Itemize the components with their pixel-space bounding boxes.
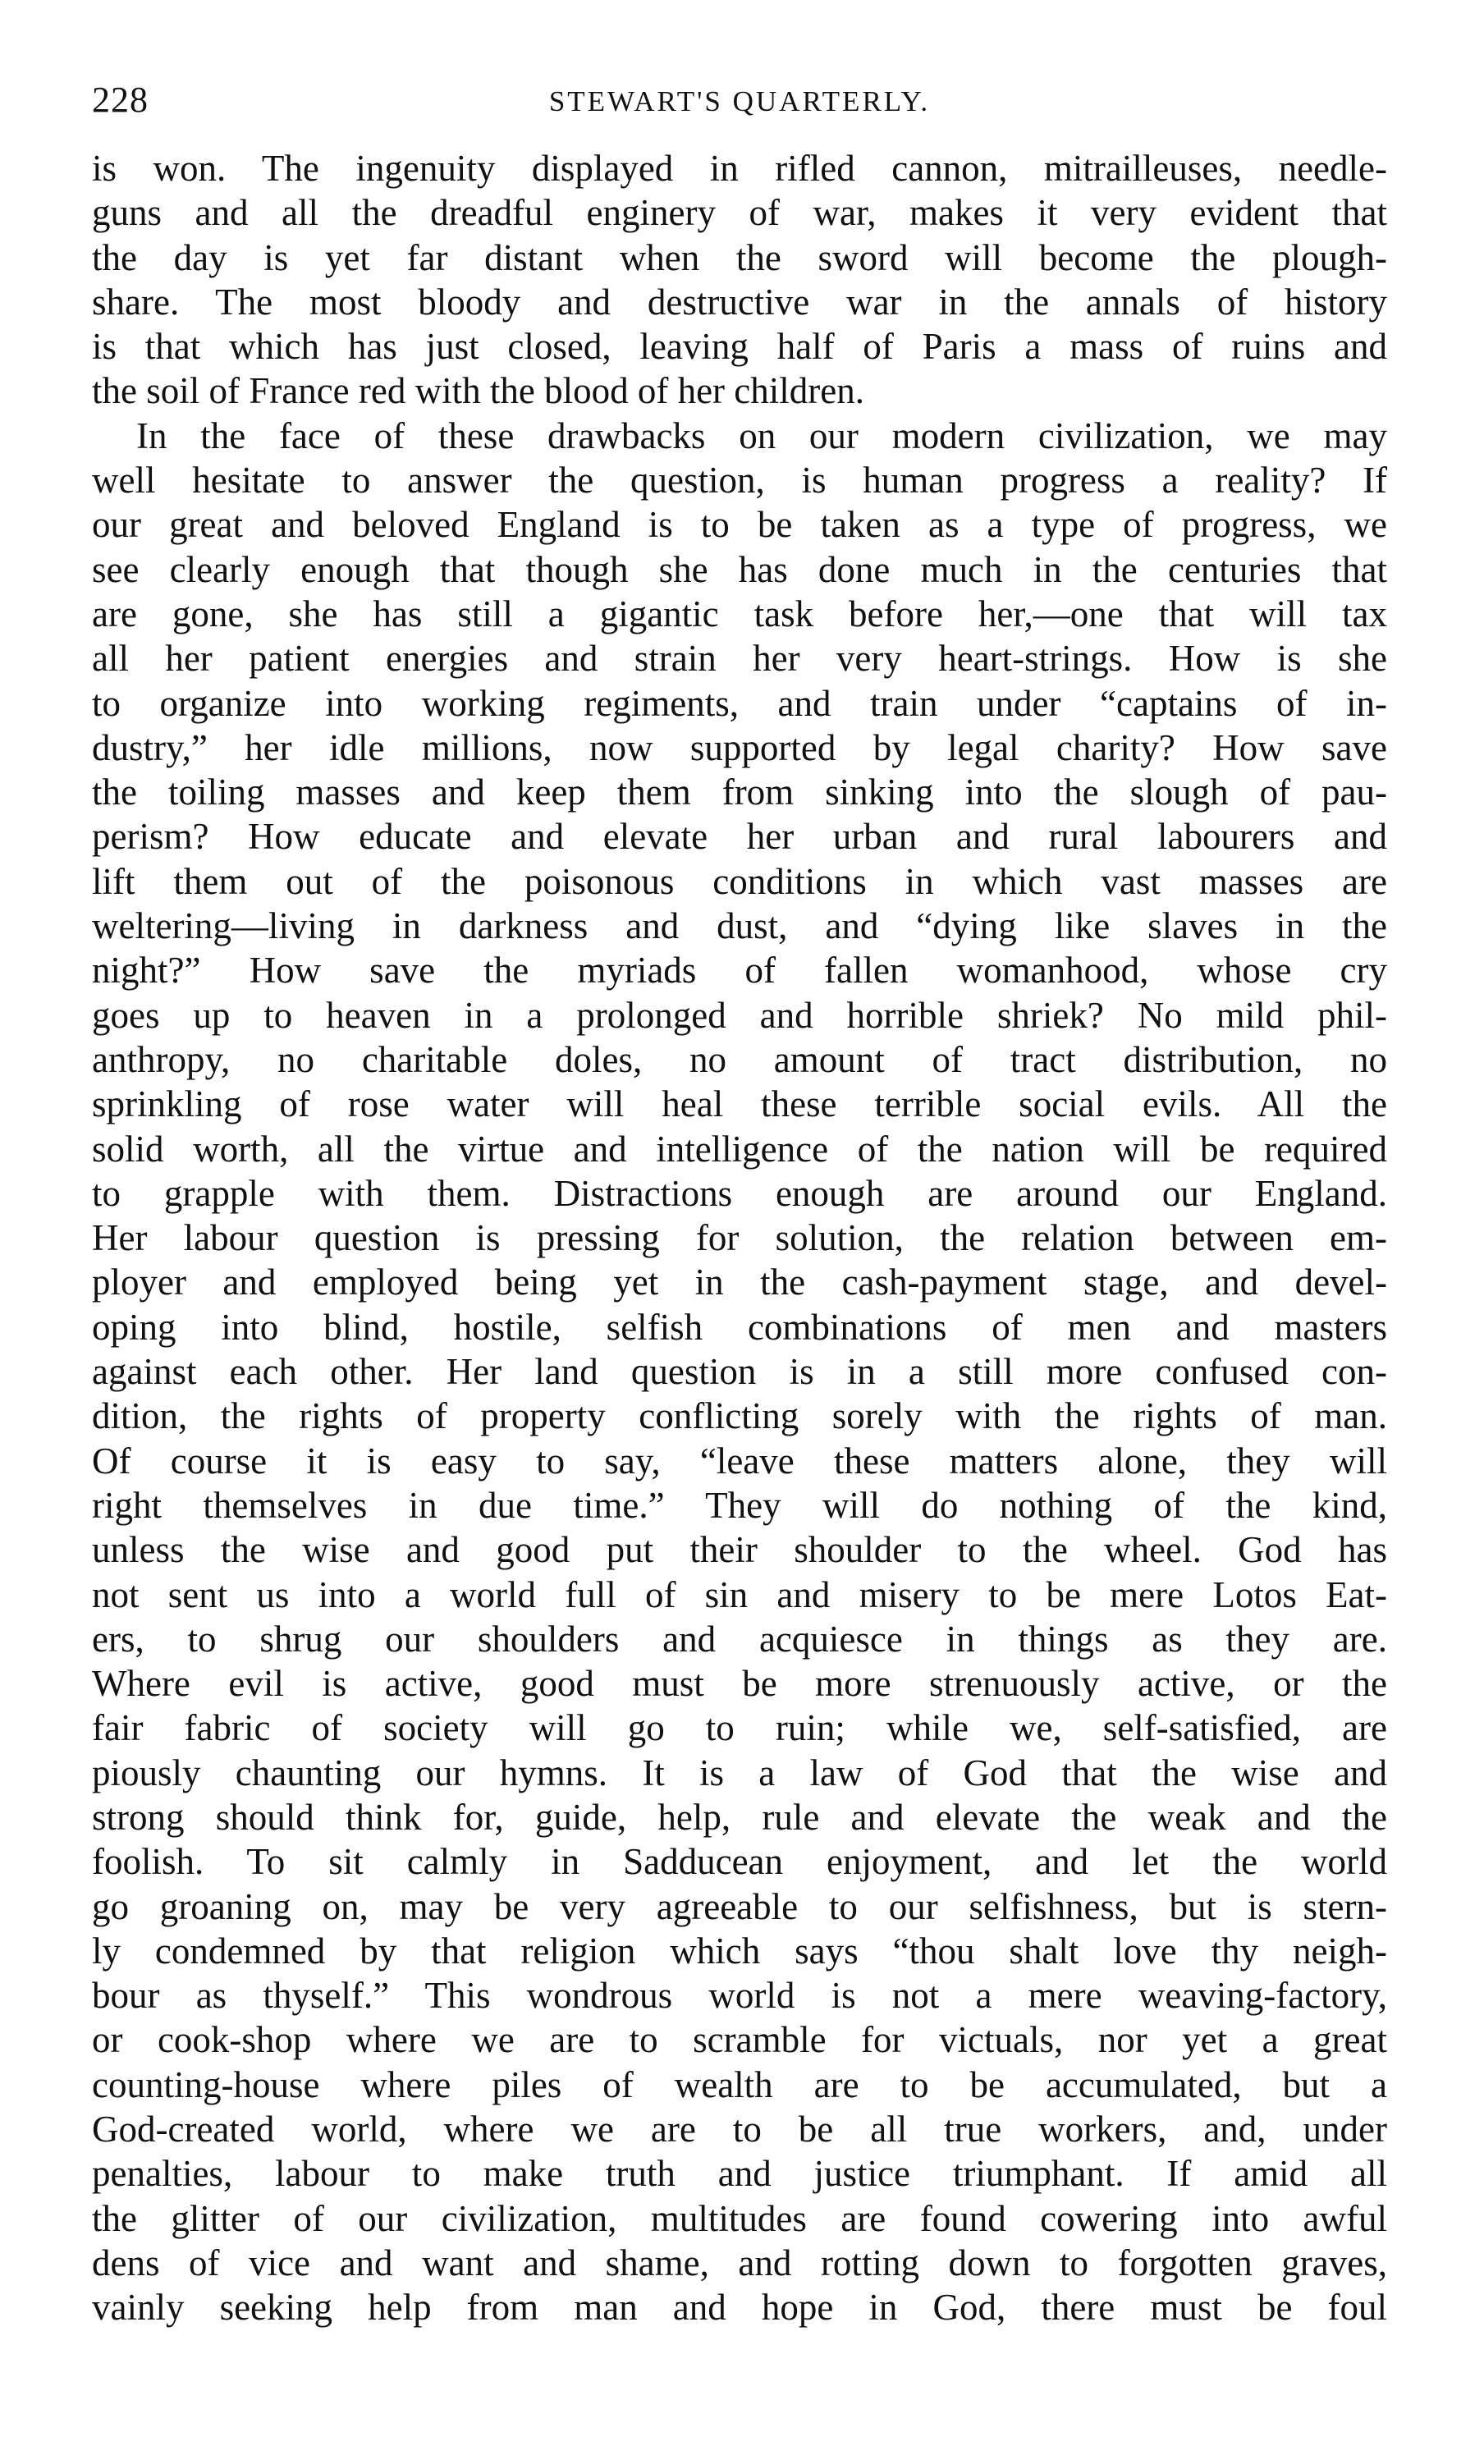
- text-line: oping into blind, hostile, selfish combinations of men and masters: [92, 1306, 1387, 1348]
- text-line: the glitter of our civilization, multitudes are found cowering into awful: [92, 2197, 1387, 2239]
- page-number: 228: [92, 80, 149, 120]
- text-line: the soil of France red with the blood of her children.: [92, 370, 864, 412]
- text-line: strong should think for, guide, help, rule and elevate the weak and the: [92, 1796, 1387, 1838]
- text-line: or cook-shop where we are to scramble for victuals, nor yet a great: [92, 2019, 1387, 2061]
- text-line: solid worth, all the virtue and intelligence of the nation will be required: [92, 1128, 1387, 1170]
- text-line: go groaning on, may be very agreeable to our selfishness, but is stern-: [92, 1885, 1387, 1927]
- text-line: anthropy, no charitable doles, no amount of tract distribution, no: [92, 1038, 1387, 1080]
- text-line: counting-house where piles of wealth are to be accumulated, but a: [92, 2063, 1387, 2105]
- text-line: to grapple with them. Distractions enough are around our England.: [92, 1172, 1387, 1214]
- text-line: night?” How save the myriads of fallen womanhood, whose cry: [92, 950, 1387, 992]
- text-line: Her labour question is pressing for solution, the relation between em-: [92, 1217, 1387, 1259]
- body-text: [92, 146, 1387, 2330]
- text-line: vainly seeking help from man and hope in God, there must be foul: [92, 2287, 1387, 2329]
- text-line: dition, the rights of property conflicting sorely with the rights of man.: [92, 1395, 1387, 1437]
- text-line: are gone, she has still a gigantic task before her,—one that will tax: [92, 593, 1387, 634]
- text-line: Of course it is easy to say, “leave these matters alone, they will: [92, 1440, 1387, 1482]
- text-line: dustry,” her idle millions, now supported by legal charity? How save: [92, 726, 1387, 768]
- text-line: right themselves in due time.” They will do nothing of the kind,: [92, 1484, 1387, 1526]
- text-line: all her patient energies and strain her very heart-strings. How is she: [92, 638, 1387, 680]
- text-line: share. The most bloody and destructive war in the annals of history: [92, 281, 1387, 323]
- text-line: ly condemned by that religion which says “thou shalt love thy neigh-: [92, 1930, 1387, 1972]
- text-line: unless the wise and good put their shoulder to the wheel. God has: [92, 1529, 1387, 1571]
- text-line: penalties, labour to make truth and justice triumphant. If amid all: [92, 2153, 1387, 2195]
- text-line: guns and all the dreadful enginery of war, makes it very evident that: [92, 192, 1387, 234]
- text-line: to organize into working regiments, and train under “captains of in-: [92, 682, 1387, 724]
- text-line: see clearly enough that though she has done much in the centuries that: [92, 548, 1387, 590]
- text-line: ployer and employed being yet in the cash-payment stage, and devel-: [92, 1262, 1387, 1303]
- text-line: bour as thyself.” This wondrous world is not a mere weaving-factory,: [92, 1975, 1387, 2017]
- text-line: Where evil is active, good must be more strenuously active, or the: [92, 1663, 1387, 1705]
- text-line: fair fabric of society will go to ruin; while we, self-satisfied, are: [92, 1707, 1387, 1749]
- text-line: ers, to shrug our shoulders and acquiesce in things as they are.: [92, 1618, 1387, 1660]
- paragraph-first-line: In the face of these drawbacks on our modern civilization, we may: [136, 414, 1387, 456]
- text-line: lift them out of the poisonous conditions in which vast masses are: [92, 860, 1387, 902]
- text-line: goes up to heaven in a prolonged and horrible shriek? No mild phil-: [92, 994, 1387, 1036]
- text-line: dens of vice and want and shame, and rotting down to forgotten graves,: [92, 2242, 1387, 2283]
- text-line: piously chaunting our hymns. It is a law of God that the wise and: [92, 1752, 1387, 1793]
- text-line: our great and beloved England is to be taken as a type of progress, we: [92, 504, 1387, 546]
- text-line: against each other. Her land question is in a still more confused con-: [92, 1351, 1387, 1393]
- text-line: perism? How educate and elevate her urban and rural labourers and: [92, 816, 1387, 858]
- page-header: [92, 76, 1387, 125]
- text-line: not sent us into a world full of sin and misery to be mere Lotos Eat-: [92, 1573, 1387, 1615]
- text-line: the day is yet far distant when the sword will become the plough-: [92, 236, 1387, 278]
- text-line: the toiling masses and keep them from sinking into the slough of pau-: [92, 772, 1387, 813]
- text-line: weltering—living in darkness and dust, and “dying like slaves in the: [92, 905, 1387, 947]
- text-line: well hesitate to answer the question, is human progress a reality? If: [92, 460, 1387, 502]
- text-line: is that which has just closed, leaving half of Paris a mass of ruins and: [92, 326, 1387, 368]
- text-line: sprinkling of rose water will heal these terrible social evils. All the: [92, 1083, 1387, 1125]
- text-line: God-created world, where we are to be all true workers, and, under: [92, 2109, 1387, 2150]
- text-line: is won. The ingenuity displayed in rifled cannon, mitrailleuses, needle-: [92, 148, 1387, 189]
- running-head: STEWART'S QUARTERLY.: [548, 85, 931, 117]
- text-line: foolish. To sit calmly in Sadducean enjoyment, and let the world: [92, 1841, 1387, 1883]
